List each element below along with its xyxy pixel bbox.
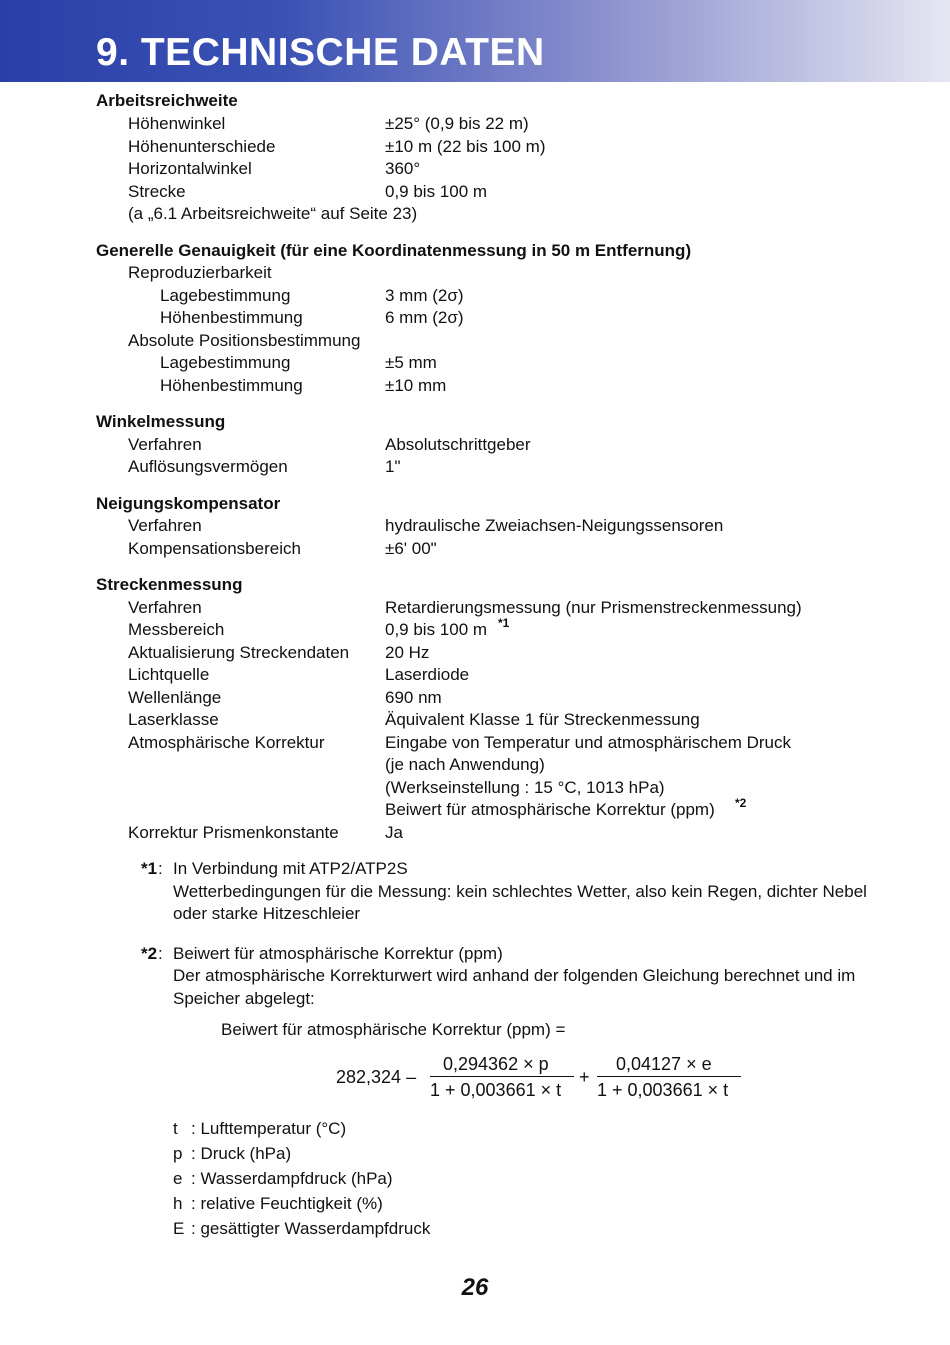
formula-plus: +	[579, 1067, 590, 1087]
legend-description: : gesättigter Wasserdampfdruck	[191, 1219, 431, 1238]
legend-symbol: p	[173, 1144, 183, 1163]
spec-value: ±25° (0,9 bis 22 m)	[385, 114, 529, 133]
formula-denominator-2: 1 + 0,003661 × t	[597, 1080, 729, 1100]
spec-label: Aktualisierung Streckendaten	[128, 643, 350, 662]
spec-label: Korrektur Prismenkonstante	[128, 823, 339, 842]
footnote-text: In Verbindung mit ATP2/ATP2S	[173, 859, 408, 878]
spec-label: Verfahren	[128, 435, 202, 454]
legend-symbol: E	[173, 1219, 185, 1238]
legend-description: : Druck (hPa)	[191, 1144, 292, 1163]
spec-value: ±10 m (22 bis 100 m)	[385, 137, 546, 156]
spec-value: 6 mm (2σ)	[385, 308, 464, 327]
section-heading-genauigkeit: Generelle Genauigkeit (für eine Koordinatenmessung in 50 m Entfernung)	[96, 241, 692, 260]
page-header	[0, 0, 950, 82]
formula-numerator-1: 0,294362 × p	[443, 1054, 549, 1074]
footnote-text: Beiwert für atmosphärische Korrektur (ppm)	[173, 944, 503, 963]
footnote-text: Wetterbedingungen für die Messung: kein schlechtes Wetter, also kein Regen, dichter Nebel	[173, 882, 867, 901]
footnote-colon: :	[158, 859, 163, 878]
footnote-text: Speicher abgelegt:	[173, 989, 315, 1008]
spec-label: Auflösungsvermögen	[128, 457, 288, 476]
legend-description: : Wasserdampfdruck (hPa)	[191, 1169, 393, 1188]
footnote-text: Der atmosphärische Korrekturwert wird anhand der folgenden Gleichung berechnet und im	[173, 966, 856, 985]
spec-label: Horizontalwinkel	[128, 159, 252, 178]
spec-value: Retardierungsmessung (nur Prismenstreckenmessung)	[385, 598, 802, 617]
spec-value-line: (je nach Anwendung)	[385, 755, 545, 774]
spec-label: Messbereich	[128, 620, 225, 639]
spec-value: 0,9 bis 100 m	[385, 182, 488, 201]
spec-label: Lagebestimmung	[160, 286, 291, 305]
section-heading-neigungskompensator: Neigungskompensator	[96, 494, 281, 513]
spec-value: 1"	[385, 457, 401, 476]
spec-value: 360°	[385, 159, 421, 178]
spec-value: 3 mm (2σ)	[385, 286, 464, 305]
spec-value: Laserdiode	[385, 665, 470, 684]
legend-description: : Lufttemperatur (°C)	[191, 1119, 347, 1138]
spec-label: Höhenwinkel	[128, 114, 226, 133]
spec-label: Lichtquelle	[128, 665, 210, 684]
spec-value: ±10 mm	[385, 376, 447, 395]
footnote-mark-2: *2	[141, 944, 158, 963]
footnote-text: oder starke Hitzeschleier	[173, 904, 361, 923]
spec-value: Absolutschrittgeber	[385, 435, 531, 454]
spec-value: Äquivalent Klasse 1 für Streckenmessung	[385, 710, 700, 729]
section-heading-streckenmessung: Streckenmessung	[96, 575, 243, 594]
legend-description: : relative Feuchtigkeit (%)	[191, 1194, 383, 1213]
spec-label: Verfahren	[128, 516, 202, 535]
footnote-ref-2[interactable]: *2	[735, 796, 747, 810]
page-title: 9. TECHNISCHE DATEN	[96, 31, 545, 74]
spec-value: Eingabe von Temperatur und atmosphärischem Druck	[385, 733, 792, 752]
fraction-bar-1	[430, 1076, 574, 1077]
spec-value: ±5 mm	[385, 353, 437, 372]
cross-reference-link[interactable]: (a „6.1 Arbeitsreichweite“ auf Seite 23)	[128, 204, 418, 223]
legend-symbol: t	[173, 1119, 178, 1138]
spec-label: Kompensationsbereich	[128, 539, 301, 558]
section-heading-arbeitsreichweite: Arbeitsreichweite	[96, 91, 238, 110]
spec-value: 690 nm	[385, 688, 442, 707]
spec-label: Laserklasse	[128, 710, 219, 729]
page-number: 26	[461, 1274, 489, 1301]
subsection-label: Reproduzierbarkeit	[128, 263, 272, 282]
formula-numerator-2: 0,04127 × e	[616, 1054, 712, 1074]
spec-value-line: Beiwert für atmosphärische Korrektur (ppm)	[385, 800, 715, 819]
spec-label: Höhenbestimmung	[160, 308, 303, 327]
spec-label: Höhenunterschiede	[128, 137, 276, 156]
footnote-colon: :	[158, 944, 163, 963]
spec-label: Verfahren	[128, 598, 202, 617]
formula-denominator-1: 1 + 0,003661 × t	[430, 1080, 562, 1100]
formula-constant: 282,324 –	[336, 1067, 417, 1087]
formula-lhs: Beiwert für atmosphärische Korrektur (ppm) =	[221, 1020, 566, 1039]
legend-symbol: h	[173, 1194, 183, 1213]
subsection-label: Absolute Positionsbestimmung	[128, 331, 361, 350]
spec-label: Wellenlänge	[128, 688, 222, 707]
spec-label: Atmosphärische Korrektur	[128, 733, 325, 752]
spec-label: Strecke	[128, 182, 186, 201]
spec-value: Ja	[385, 823, 403, 842]
footnote-mark-1: *1	[141, 859, 158, 878]
spec-value: 0,9 bis 100 m	[385, 620, 488, 639]
legend-symbol: e	[173, 1169, 183, 1188]
spec-label: Lagebestimmung	[160, 353, 291, 372]
spec-value: hydraulische Zweiachsen-Neigungssensoren	[385, 516, 724, 535]
fraction-bar-2	[597, 1076, 741, 1077]
footnote-ref-1[interactable]: *1	[498, 616, 510, 630]
spec-value: ±6' 00"	[385, 539, 437, 558]
spec-value-line: (Werkseinstellung : 15 °C, 1013 hPa)	[385, 778, 665, 797]
spec-label: Höhenbestimmung	[160, 376, 303, 395]
section-heading-winkelmessung: Winkelmessung	[96, 412, 226, 431]
spec-value: 20 Hz	[385, 643, 430, 662]
